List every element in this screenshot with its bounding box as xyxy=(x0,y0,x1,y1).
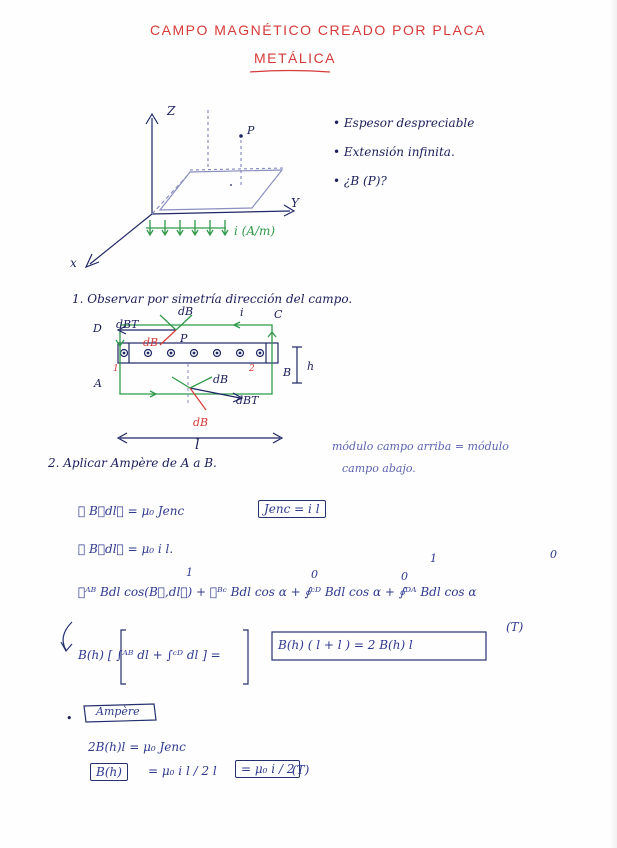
equation-sum-segments: ∮ᴬᴮ Bdl cos(B⃗,dl⃗) + ∮ᴮᶜ Bdl cos α + ∮ᶜᴰ Bdl cos α + ∮ᴰᴬ Bdl cos α xyxy=(78,585,477,599)
eq3-mark-3: 0 xyxy=(401,570,408,583)
unit-tesla-2: (T) xyxy=(292,763,310,777)
db-mid-label: dB xyxy=(213,373,229,386)
eq3-mark-4: 1 xyxy=(430,552,437,565)
segment-2-label: 2 xyxy=(249,364,255,374)
equation-mu0il-over-2l: = μ₀ i l / 2 l xyxy=(148,764,217,778)
current-i-label: i xyxy=(240,306,244,319)
axis-x-label: x xyxy=(70,256,77,270)
ampere-box: Ampère xyxy=(96,705,140,718)
length-l-label: l xyxy=(195,437,200,453)
bullet: • xyxy=(66,712,73,725)
step2-note-line2: campo abajo. xyxy=(342,462,416,475)
point-p-label: P xyxy=(247,124,255,137)
db-bottom-label: dB xyxy=(193,416,209,429)
segment-1-label: 1 xyxy=(113,364,119,374)
corner-d-label: D xyxy=(93,322,102,335)
axis-z-label: Z xyxy=(167,104,176,118)
eq3-mark-5: 0 xyxy=(550,548,557,561)
unit-tesla-1: (T) xyxy=(506,620,524,634)
equation-ampere-il: ∮ B⃗dl⃗ = μ₀ i l. xyxy=(78,542,174,556)
step2-note-line1: módulo campo arriba = módulo xyxy=(332,440,509,453)
note-espesor: • Espesor despreciable xyxy=(333,116,475,130)
equation-ampere-law: ∮ B⃗dl⃗ = μ₀ Jenc xyxy=(78,504,185,518)
note-extension: • Extensión infinita. xyxy=(333,145,455,159)
note-question: • ¿B (P)? xyxy=(333,174,387,188)
db-top-label: dB xyxy=(178,305,194,318)
equation-final-box: = μ₀ i / 2 xyxy=(235,760,300,778)
point-p-label-2: P xyxy=(180,332,188,345)
axis-y-label: Y xyxy=(291,196,299,210)
step2-heading: 2. Aplicar Ampère de A a B. xyxy=(48,456,217,470)
corner-a-label: A xyxy=(94,377,102,390)
equation-bh-result-box: B(h) ( l + l ) = 2 B(h) l xyxy=(278,638,413,652)
equation-bh-box: B(h) xyxy=(90,763,128,781)
eq3-mark-2: 0 xyxy=(311,568,318,581)
step1-heading: 1. Observar por simetría dirección del campo. xyxy=(72,292,353,306)
equation-2bhl: 2B(h)l = μ₀ Jenc xyxy=(88,740,186,754)
height-h-label: h xyxy=(307,360,315,373)
dbt-top-label: dBT xyxy=(116,318,139,331)
page-title-line2: METÁLICA xyxy=(254,50,337,66)
dbt-bottom-label: dBT xyxy=(236,394,259,407)
equation-jenc-box: Jenc = i l xyxy=(258,500,326,518)
equation-bh-integrals: B(h) [ ∫ᴬᴮ dl + ∫ᶜᴰ dl ] = xyxy=(78,648,221,662)
db-left-label: dB xyxy=(143,336,159,349)
scan-edge xyxy=(609,0,617,848)
corner-c-label: C xyxy=(274,308,283,321)
page-title-line1: CAMPO MAGNÉTICO CREADO POR PLACA xyxy=(150,22,486,38)
current-density-label: i (A/m) xyxy=(234,224,276,238)
corner-b-label: B xyxy=(283,366,292,379)
eq3-mark-1: 1 xyxy=(186,566,193,579)
